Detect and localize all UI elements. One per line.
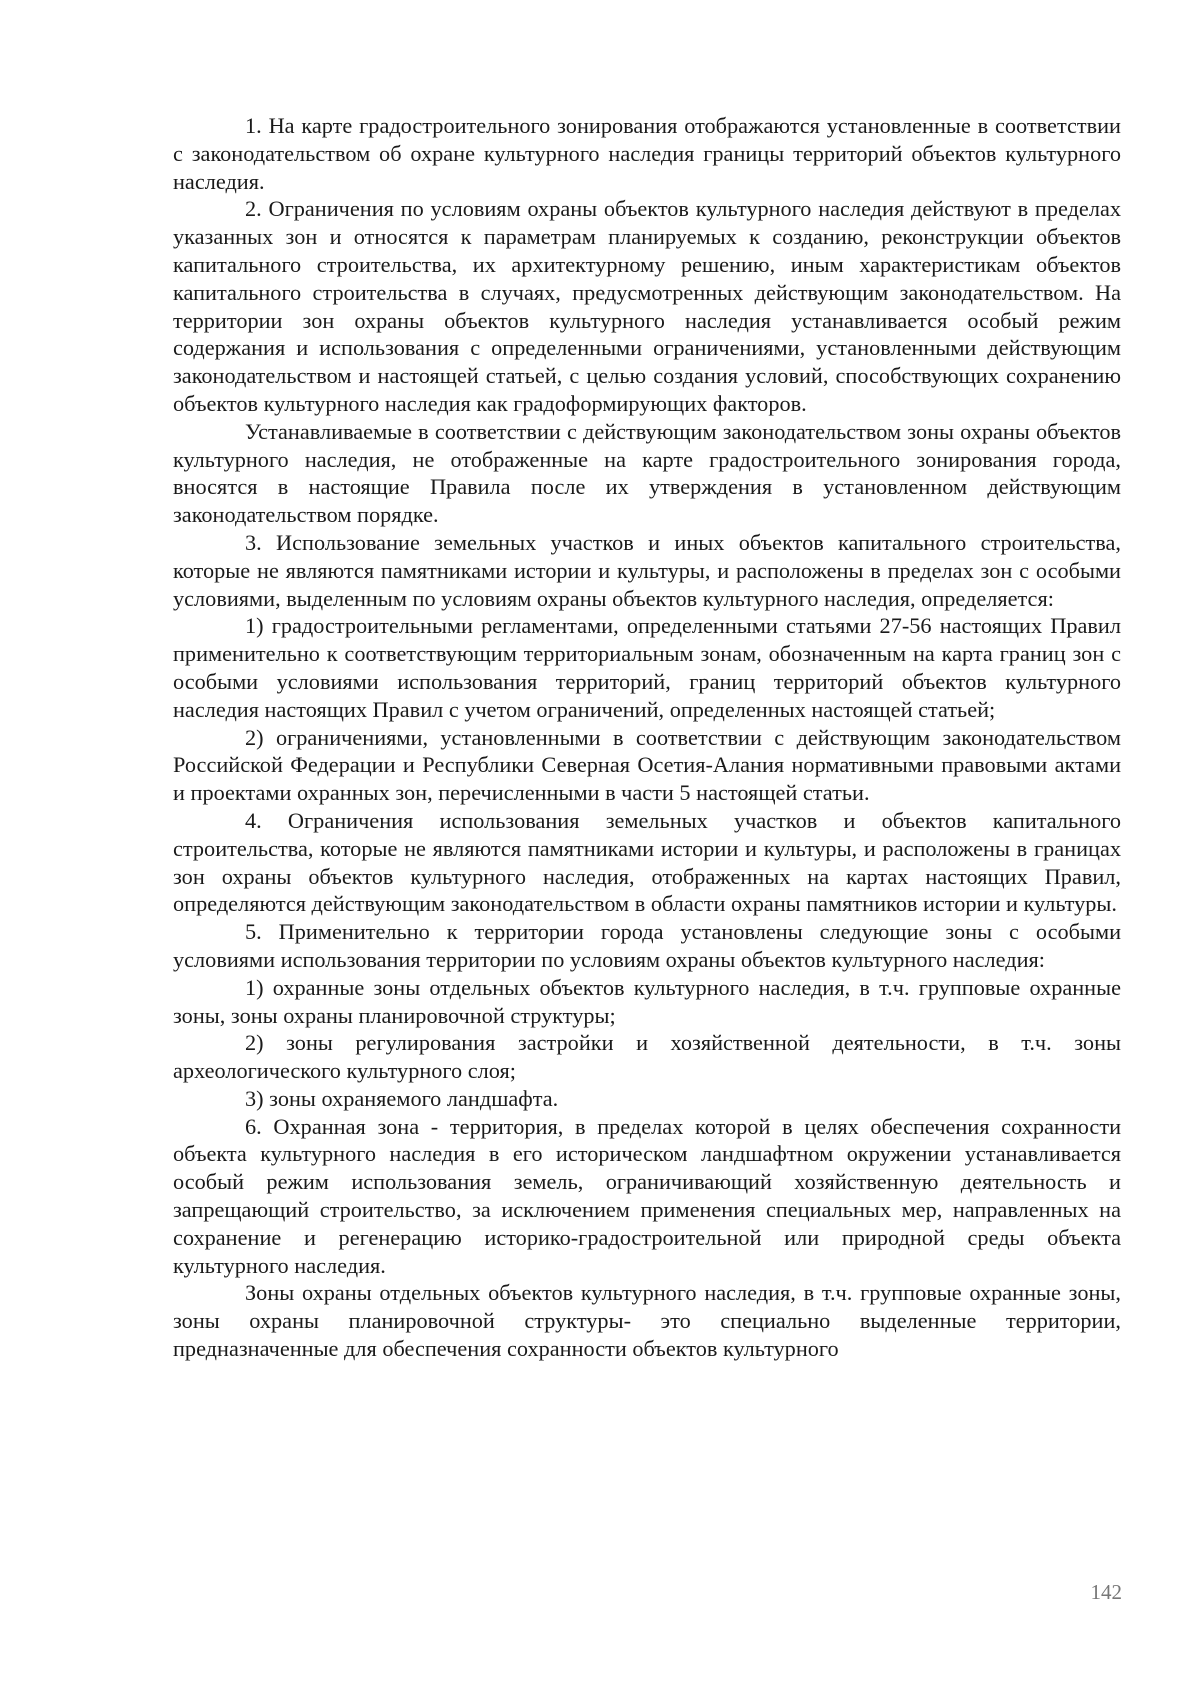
paragraph-1: 1. На карте градостроительного зонирования отображаются установленные в соответствии с законодательством об охране культурного наследия границы территорий объектов культурного наследия. — [173, 113, 1121, 194]
list-item-4: 2) зоны регулирования застройки и хозяйственной деятельности, в т.ч. зоны археологического культурного слоя; — [173, 1030, 1121, 1084]
paragraph-2: 2. Ограничения по условиям охраны объектов культурного наследия действуют в пределах указанных зон и относятся к параметрам планируемых к созданию, реконструкции объектов капитального строительства, их архитектурному решению, иным характеристикам объектов капитального строительства в случаях, предусмотренных действующим законодательством. На территории зон охраны объектов культурного наследия устанавливается особый режим содержания и использования с определенными ограничениями, установленными действующим законодательством и настоящей статьей, с целью создания условий, способствующих сохранению объектов культурного наследия как градоформирующих факторов. — [173, 196, 1121, 416]
list-item-5: 3) зоны охраняемого ландшафта. — [245, 1085, 559, 1111]
paragraph-5: 4. Ограничения использования земельных участков и объектов капитального строительства, которые не являются памятниками истории и культуры, и расположены в границах зон охраны объектов культурного наследия, отображенных на картах настоящих Правил, определяются действующим законодательством в области охраны памятников истории и культуры. — [173, 807, 1121, 917]
list-item-3: 1) охранные зоны отдельных объектов культурного наследия, в т.ч. групповые охранные зоны, зоны охраны планировочной структуры; — [173, 974, 1121, 1028]
paragraph-6: 5. Применительно к территории города установлены следующие зоны с особыми условиями использования территории по условиям охраны объектов культурного наследия: — [173, 919, 1121, 972]
list-item-1: 1) градостроительными регламентами, определенными статьями 27-56 настоящих Правил применительно к соответствующим территориальным зонам, обозначенным на карта границ зон с особыми условиями использования территорий, границ территорий объектов культурного наследия настоящих Правил с учетом ограничений, определенных настоящей статьей; — [173, 613, 1121, 722]
paragraph-7: 6. Охранная зона - территория, в пределах которой в целях обеспечения сохранности объекта культурного наследия в его историческом ландшафтном окружении устанавливается особый режим использования земель, ограничивающий хозяйственную деятельность и запрещающий строительство, за исключением применения специальных мер, направленных на сохранение и регенерацию историко-градостроительной или природной среды объекта культурного наследия. — [173, 1113, 1121, 1278]
paragraph-8: Зоны охраны отдельных объектов культурного наследия, в т.ч. групповые охранные зоны, зоны охраны планировочной структуры- это специально выделенные территории, предназначенные для обеспечения сохранности объектов культурного — [173, 1280, 1121, 1362]
paragraph-4: 3. Использование земельных участков и иных объектов капитального строительства, которые не являются памятниками истории и культуры, и расположены в пределах зон с особыми условиями, выделенным по условиям охраны объектов культурного наследия, определяется: — [173, 529, 1121, 611]
list-item-2: 2) ограничениями, установленными в соответствии с действующим законодательством Российской Федерации и Республики Северная Осетия-Алания нормативными правовыми актами и проектами охранных зон, перечисленными в части 5 настоящей статьи. — [173, 724, 1121, 806]
paragraph-3: Устанавливаемые в соответствии с действующим законодательством зоны охраны объектов культурного наследия, не отображенные на карте градостроительного зонирования города, вносятся в настоящие Правила после их утверждения в установленном действующим законодательством порядке. — [173, 418, 1121, 528]
document-body — [173, 112, 1121, 1363]
page-number: 142 — [1090, 1580, 1122, 1604]
